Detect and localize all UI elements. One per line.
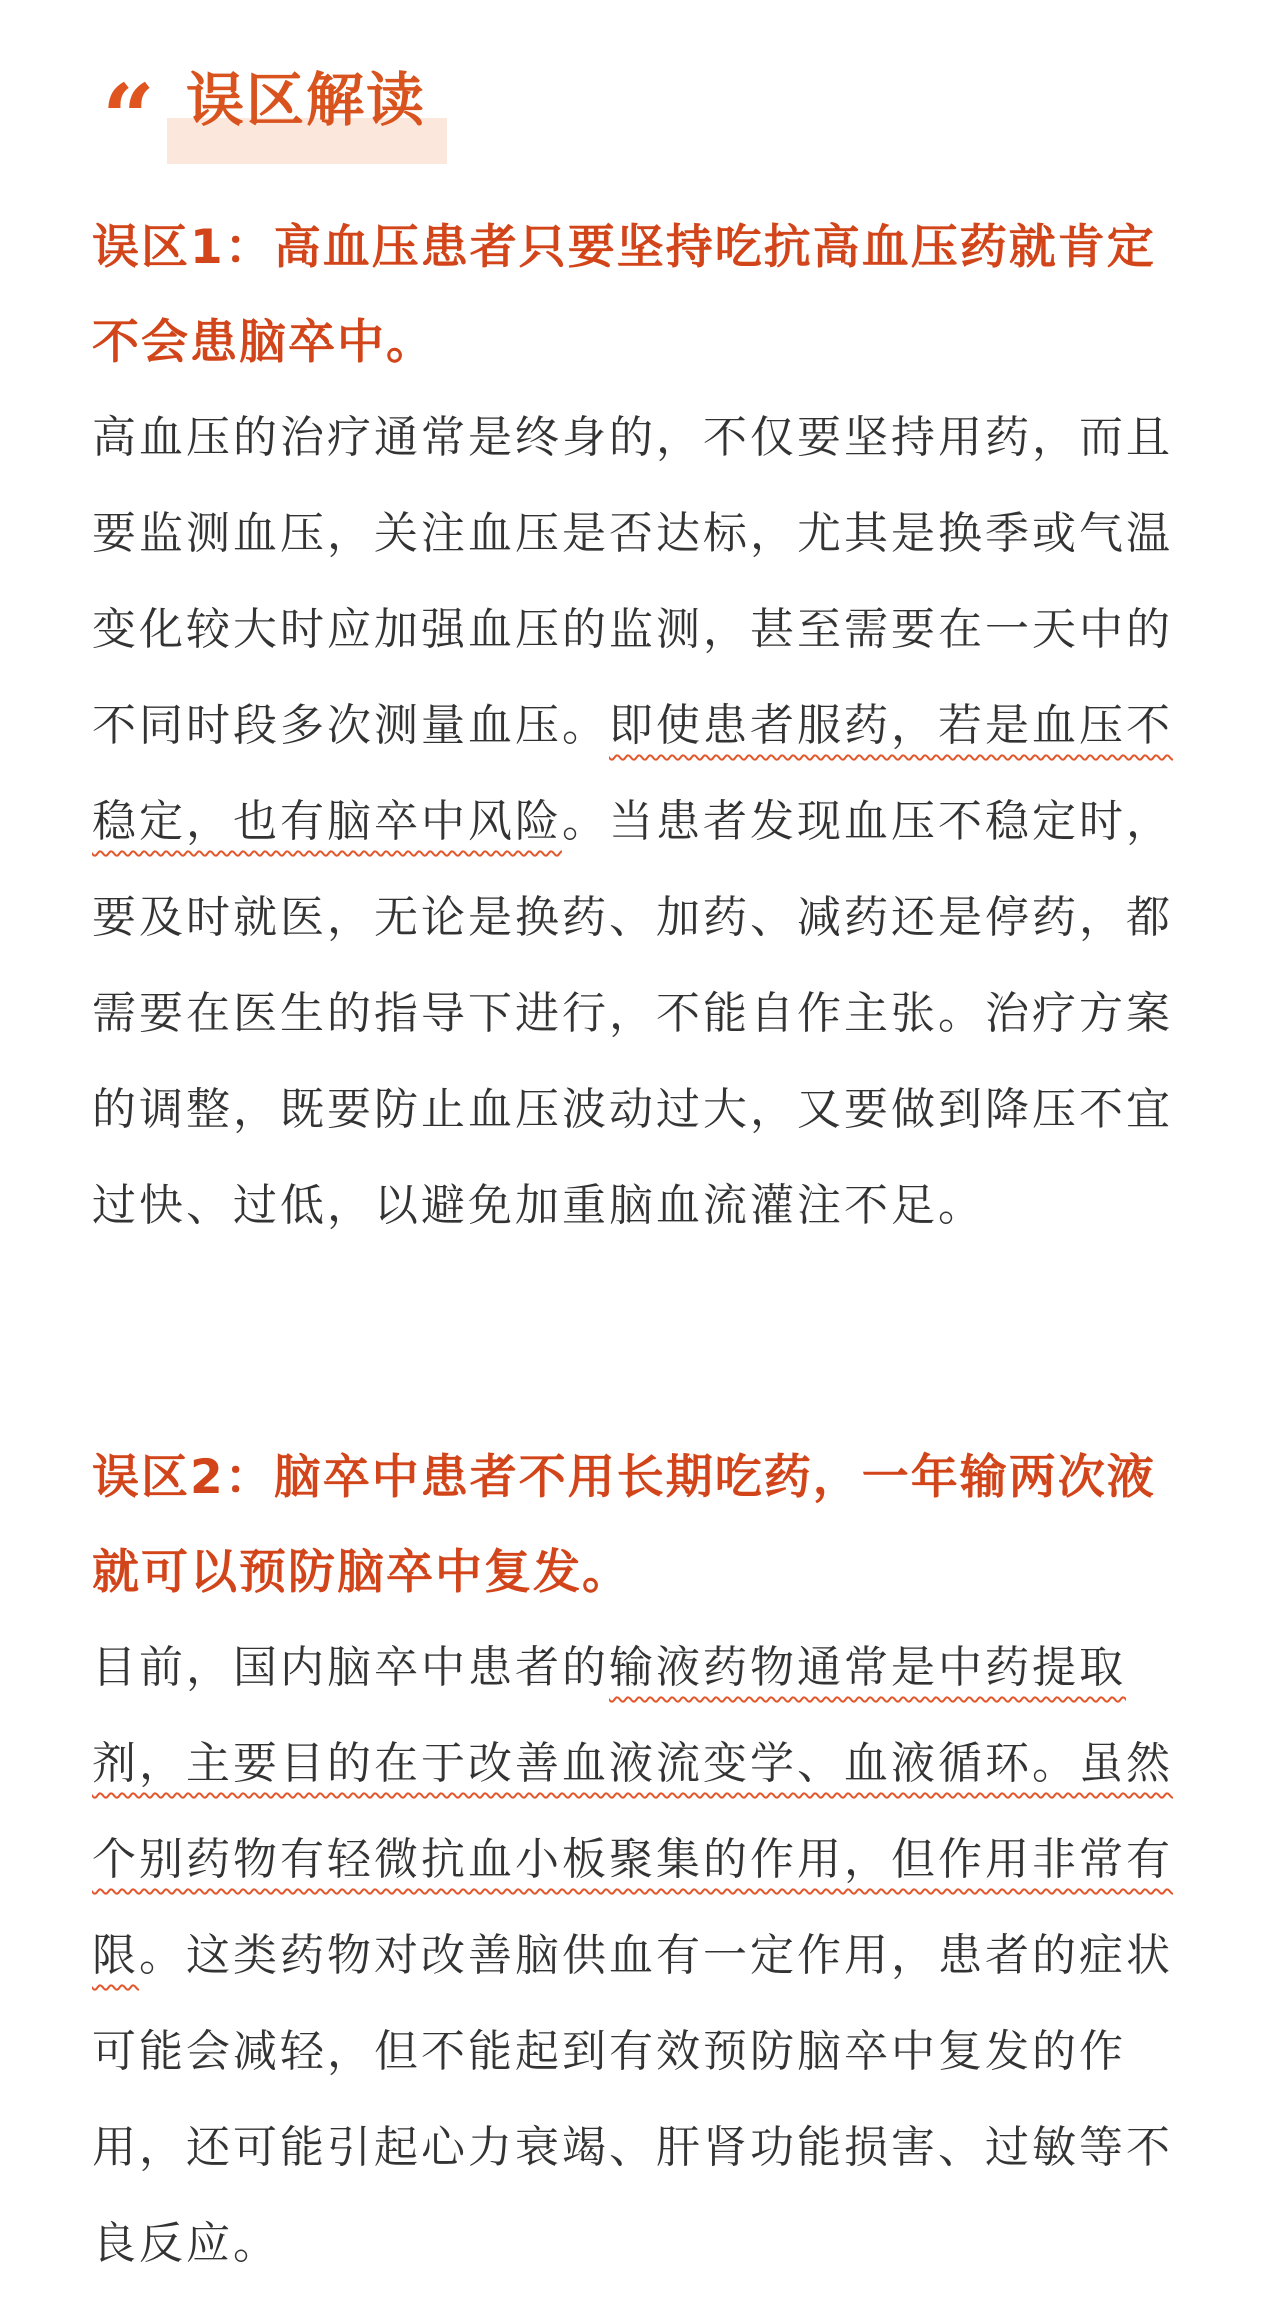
myth-1-body-text-end: 。当患者发现血压不稳定时，要及时就医，无论是换药、加药、减药还是停药，都需要在医生的指导下进行，不能自作主张。治疗方案的调整，既要防止血压波动过大，又要做到降压不宜过快、过低，以避免加重脑血流灌注不足。 — [92, 796, 1173, 1231]
myth-1-body-text: 高血压的治疗通常是终身的，不仅要坚持用药，而且要监测血压，关注血压是否达标，尤其是换季或气温变化较大时应加强血压的监测，甚至需要在一天中的不同时段多次测量血压。 — [92, 412, 1173, 751]
myth-section-1 — [92, 200, 1197, 1254]
myth-1-body — [92, 390, 1197, 1254]
section-heading — [92, 40, 492, 170]
quote-mark-icon: “ — [102, 64, 149, 172]
heading-title: 误区解读 — [186, 66, 427, 134]
myth-2-highlight: 输液药物通常是中药提取剂，主要目的在于改善血液流变学、血液循环。虽然个别药物有轻微抗血小板聚集的作用，但作用非常有限 — [92, 1642, 1173, 1981]
myth-section-2 — [92, 1430, 1197, 2292]
myth-1-title: 误区1：高血压患者只要坚持吃抗高血压药就肯定不会患脑卒中。 — [92, 220, 1156, 370]
myth-2-body — [92, 1620, 1197, 2292]
myth-2-title: 误区2：脑卒中患者不用长期吃药，一年输两次液就可以预防脑卒中复发。 — [92, 1450, 1156, 1600]
myth-1-highlight: 即使患者服药，若是血压不稳定，也有脑卒中风险 — [92, 700, 1173, 847]
myth-2-body-text-end: 。这类药物对改善脑供血有一定作用，患者的症状可能会减轻，但不能起到有效预防脑卒中复发的作用，还可能引起心力衰竭、肝肾功能损害、过敏等不良反应。 — [92, 1930, 1173, 2269]
myth-2-body-text: 目前，国内脑卒中患者的 — [92, 1642, 609, 1693]
